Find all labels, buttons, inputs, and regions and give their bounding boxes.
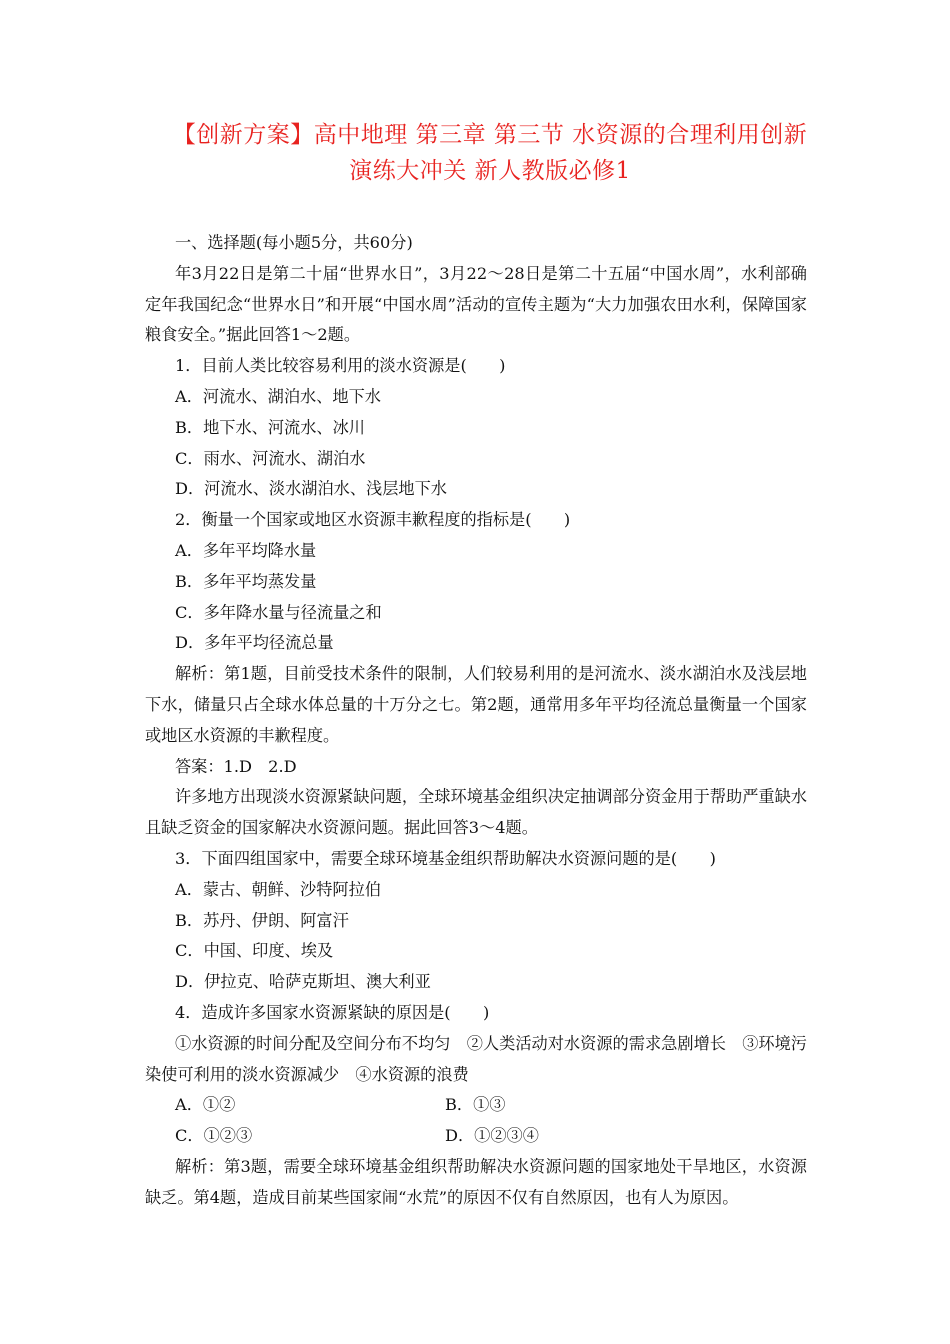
question-4-stem: 4．造成许多国家水资源紧缺的原因是( ) (175, 1002, 490, 1022)
analysis-paragraph-1: 解析：第1题，目前受技术条件的限制，人们较易利用的是河流水、淡水湖泊水及浅层地下水，储量只占全球水体总量的十万分之七。第2题，通常用多年平均径流总量衡量一个国家或地区水资源的丰歉程度。 (145, 664, 807, 745)
question-4-options-row-1 (145, 1090, 807, 1121)
question-1-option-b: B．地下水、河流水、冰川 (175, 417, 365, 437)
question-2-stem: 2．衡量一个国家或地区水资源丰歉程度的指标是( ) (175, 510, 571, 530)
question-3-stem: 3．下面四组国家中，需要全球环境基金组织帮助解决水资源问题的是( ) (175, 848, 716, 868)
question-1-option-a: A．河流水、湖泊水、地下水 (175, 386, 381, 406)
question-1-option-c: C．雨水、河流水、湖泊水 (175, 448, 366, 468)
question-2-option-a: A．多年平均降水量 (175, 540, 317, 560)
question-3-option-b: B．苏丹、伊朗、阿富汗 (175, 910, 349, 930)
question-3-option-a: A．蒙古、朝鲜、沙特阿拉伯 (175, 879, 381, 899)
question-4-option-c: C．①②③ (175, 1126, 253, 1146)
question-4-option-a: A．①② (175, 1095, 236, 1115)
question-1-stem: 1．目前人类比较容易利用的淡水资源是( ) (175, 356, 506, 376)
question-2-option-c: C．多年降水量与径流量之和 (175, 602, 382, 622)
question-4-options-row-2 (145, 1121, 807, 1152)
intro-paragraph-2: 许多地方出现淡水资源紧缺问题，全球环境基金组织决定抽调部分资金用于帮助严重缺水且缺乏资金的国家解决水资源问题。据此回答3～4题。 (145, 787, 807, 838)
intro-paragraph-1: 年3月22日是第二十届“世界水日”，3月22～28日是第二十五届“中国水周”，水利部确定年我国纪念“世界水日”和开展“中国水周”活动的宣传主题为“大力加强农田水利，保障国家粮食安全。”据此回答1～2题。 (145, 263, 807, 345)
question-3-option-d: D．伊拉克、哈萨克斯坦、澳大利亚 (175, 972, 431, 992)
document-body (145, 228, 807, 1214)
question-2-option-d: D．多年平均径流总量 (175, 633, 334, 653)
question-3-option-c: C．中国、印度、埃及 (175, 941, 334, 961)
answer-line-1: 答案：1.D 2.D (175, 756, 297, 776)
analysis-paragraph-2: 解析：第3题，需要全球环境基金组织帮助解决水资源问题的国家地处干旱地区，水资源缺乏。第4题，造成目前某些国家闹“水荒”的原因不仅有自然原因，也有人为原因。 (145, 1156, 807, 1207)
document-title-line2: 演练大冲关 新人教版必修1 (349, 158, 631, 184)
document-title-line1: 【创新方案】高中地理 第三章 第三节 水资源的合理利用创新 (172, 122, 808, 148)
question-4-option-b: B．①③ (445, 1095, 506, 1115)
question-4-option-d: D．①②③④ (445, 1126, 539, 1146)
question-2-option-b: B．多年平均蒸发量 (175, 571, 317, 591)
section-heading: 一、选择题(每小题5分，共60分) (175, 233, 413, 252)
question-4-items: ①水资源的时间分配及空间分布不均匀 ②人类活动对水资源的需求急剧增长 ③环境污染使可利用的淡水资源减少 ④水资源的浪费 (145, 1033, 807, 1084)
question-1-option-d: D．河流水、淡水湖泊水、浅层地下水 (175, 479, 447, 499)
